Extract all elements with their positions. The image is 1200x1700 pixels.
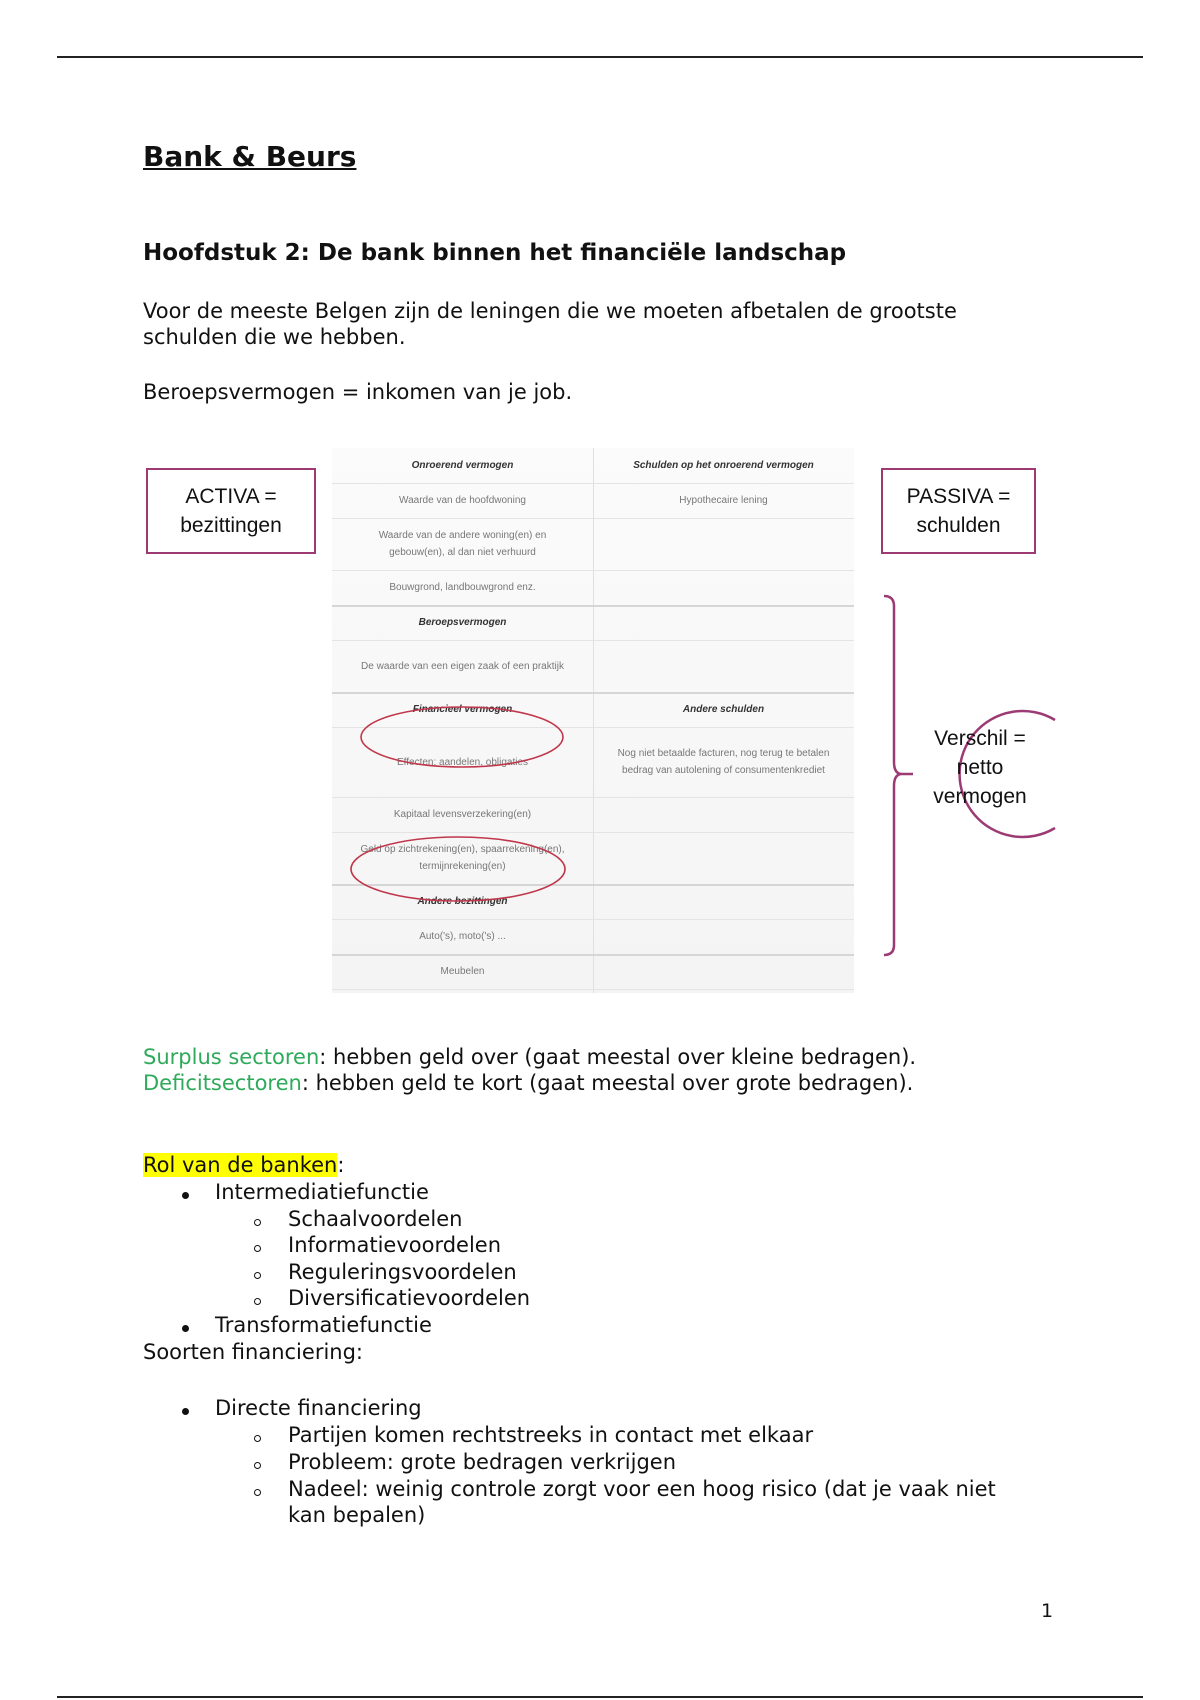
table-cell-left: Beroepsvermogen [418,617,507,628]
document-title: Bank & Beurs [143,140,357,173]
circle-bullet-icon [254,1272,261,1279]
table-cell-left: Financieel vermogen [412,704,513,715]
circle-bullet-icon [254,1462,261,1469]
rol-colon: : [337,1153,345,1177]
table-cell-right: Andere schulden [682,704,765,715]
table-cell-left: Kapitaal levensverzekering(en) [393,809,532,820]
deficit-sectoren-term: Deficitsectoren [143,1071,302,1095]
financieel-vermogen-circle [361,707,563,767]
page-number: 1 [1041,1600,1054,1622]
circle-bullet-icon [254,1489,261,1496]
table-cell-left: Waarde van de andere woning(en) en gebouw(en), al dan niet verhuurd [378,530,547,558]
table-cell-left: De waarde van een eigen zaak of een praktijk [361,660,564,672]
list-item: Diversificatievoordelen [288,1286,531,1310]
table-cell-left: Auto('s), moto('s) ... [419,931,506,942]
list-item: Directe financiering [215,1396,422,1420]
soorten-financiering-heading: Soorten financiering: [143,1340,363,1364]
table-cell-left: Bouwgrond, landbouwgrond enz. [389,582,536,593]
intro-paragraph [143,298,1043,350]
surplus-sectoren-text: : hebben geld over (gaat meestal over kleine bedragen). [319,1045,917,1069]
list-item: Nadeel: weinig controle zorgt voor een hoog risico (dat je vaak niet [288,1477,996,1501]
circle-bullet-icon [254,1435,261,1442]
table-cell-left: Onroerend vermogen [411,460,514,471]
intro-line-2: schulden die we hebben. [143,325,406,349]
rol-van-de-banken-highlight: Rol van de banken [143,1153,338,1177]
table-cell-left: Effecten: aandelen, obligaties [396,756,529,768]
verschil-line-2: netto [956,756,1004,779]
list-item: Transformatiefunctie [215,1313,432,1337]
bullet-icon [182,1408,189,1415]
table-cell-right: Hypothecaire lening [679,495,768,506]
top-rule [57,56,1143,58]
passiva-line-1: PASSIVA = [906,485,1011,508]
circle-bullet-icon [254,1219,261,1226]
circle-bullet-icon [254,1245,261,1252]
circle-bullet-icon [254,1298,261,1305]
list-item: Probleem: grote bedragen verkrijgen [288,1450,677,1474]
assets-liabilities-diagram [140,448,1080,996]
surplus-sectoren-term: Surplus sectoren [143,1045,320,1069]
table-cell-left: Waarde van de hoofdwoning [399,495,526,506]
list-item: Informatievoordelen [288,1233,502,1257]
sectoren-paragraph [143,1044,1043,1096]
list-item: Intermediatiefunctie [215,1180,429,1204]
bullet-icon [182,1325,189,1332]
verschil-line-1: Verschil = [934,727,1026,750]
geld-rekeningen-circle [351,837,565,901]
list-item-continuation: kan bepalen) [288,1503,426,1527]
bottom-rule [57,1696,1143,1698]
verschil-label [910,724,1050,811]
bullet-icon [182,1192,189,1199]
table-cell-left: Andere bezittingen [417,896,508,907]
table-cell-left: Meubelen [440,966,485,977]
table-cell-right: Schulden op het onroerend vermogen [633,460,814,471]
beroepsvermogen-definition: Beroepsvermogen = inkomen van je job. [143,380,573,404]
chapter-heading: Hoofdstuk 2: De bank binnen het financiële landschap [143,240,847,266]
list-item: Schaalvoordelen [288,1207,463,1231]
passiva-line-2: schulden [916,514,1001,537]
table-cell-left: Geld op zichtrekening(en), spaarrekening(en), termijnrekening(en) [360,844,565,872]
verschil-line-3: vermogen [933,785,1027,808]
rol-heading [143,1152,344,1178]
list-item: Partijen komen rechtstreeks in contact met elkaar [288,1423,814,1447]
intro-line-1: Voor de meeste Belgen zijn de leningen die we moeten afbetalen de grootste [143,299,957,323]
right-brace [884,596,902,955]
table-cell-right: Nog niet betaalde facturen, nog terug te betalen bedrag van autolening of consumentenkrediet [617,748,830,776]
deficit-sectoren-text: : hebben geld te kort (gaat meestal over grote bedragen). [301,1071,914,1095]
list-item: Reguleringsvoordelen [288,1260,517,1284]
diagram-annotations [140,448,1080,996]
activa-line-2: bezittingen [180,514,282,537]
activa-line-1: ACTIVA = [185,485,277,508]
